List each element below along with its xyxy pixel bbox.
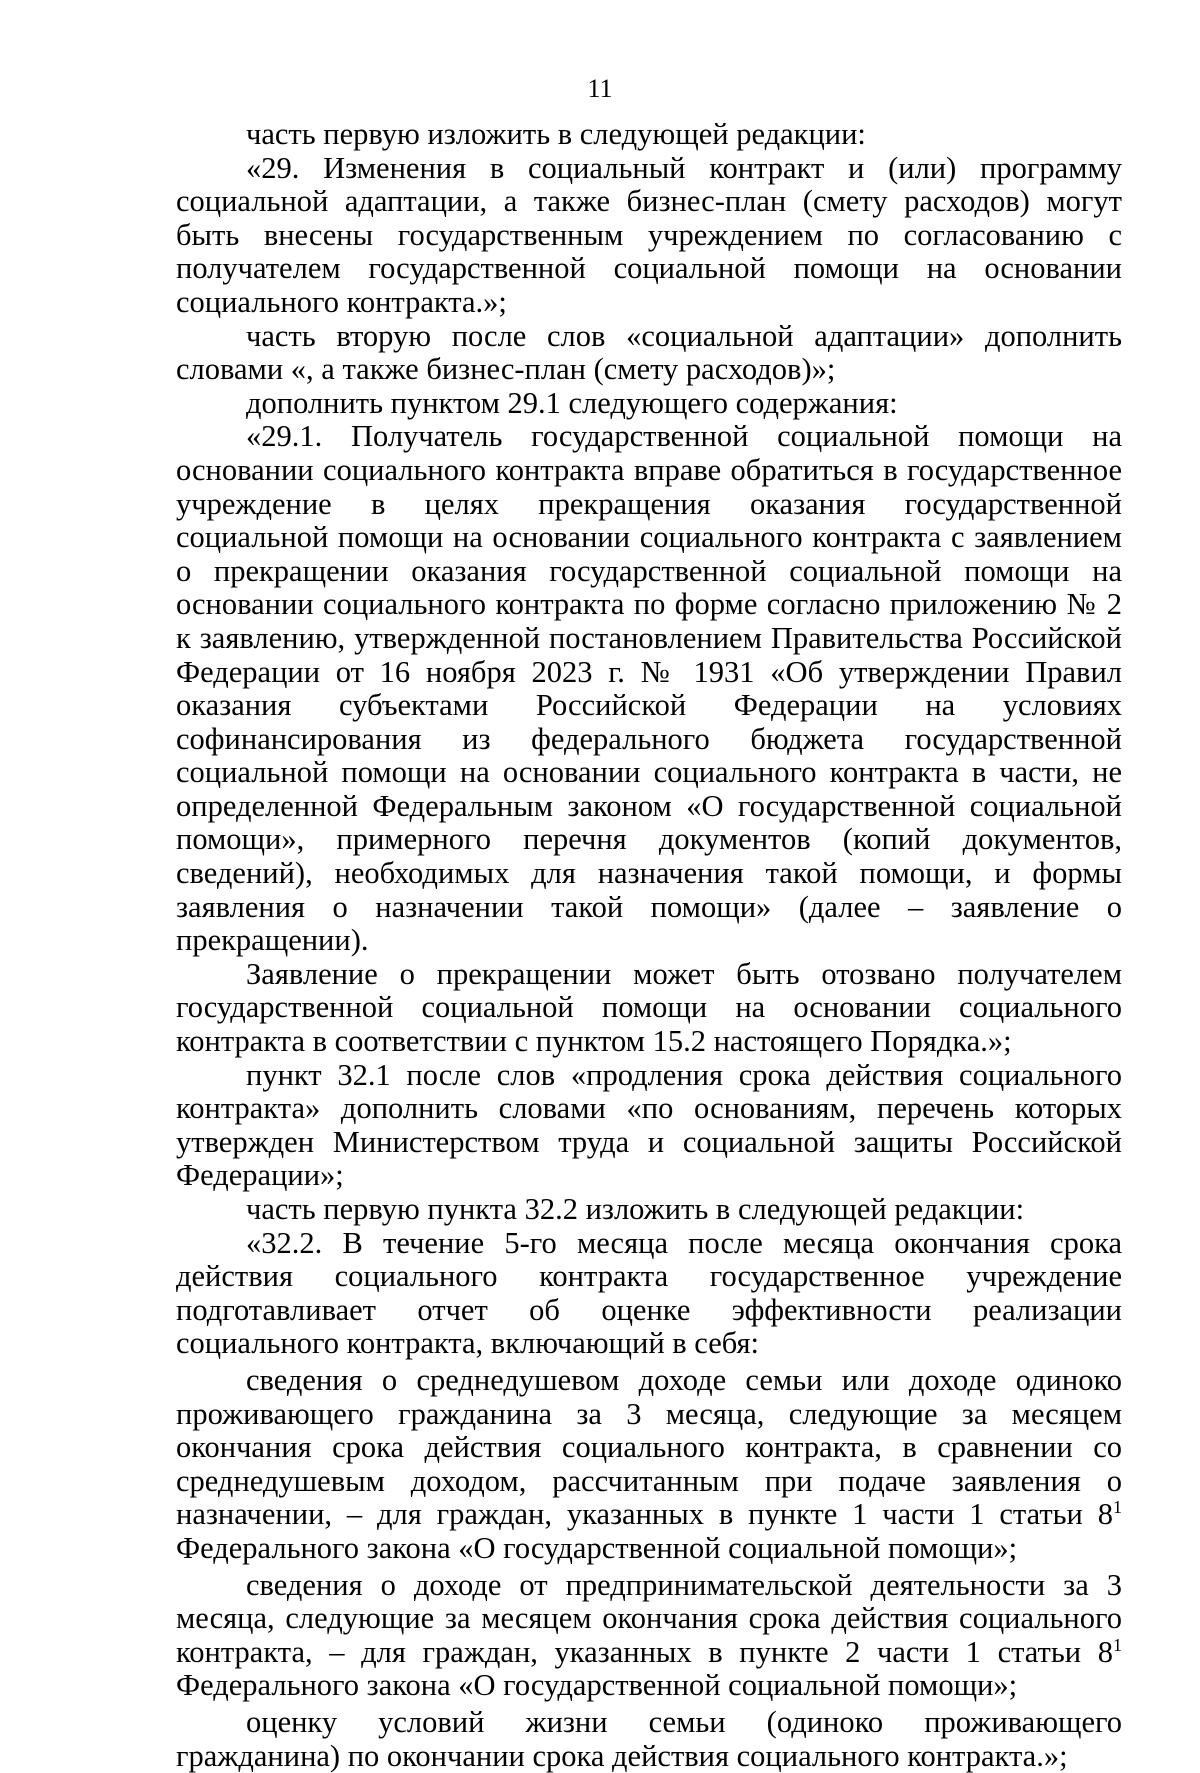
paragraph-10-text-after: Федерального закона «О государственной социальной помощи»; [176,1530,1018,1565]
document-body [176,118,1122,1773]
paragraph-10-text-before: сведения о среднедушевом доходе семьи или доходе одиноко проживающего гражданина за 3 месяца, следующие за месяцем окончания срока действия социального контракта, в сравнении со среднедушевым доходом, рассчитанным при подаче заявления о назначении, – для граждан, указанных в пункте 1 части 1 статьи 8 [176,1362,1122,1532]
paragraph-8: часть первую пункта 32.2 изложить в следующей редакции: [246,1192,1025,1226]
paragraph-7: пункт 32.1 после слов «продления срока действия социального контракта» дополнить словами «по основаниям, перечень которых утвержден Министерством труда и социальной защиты Российской Федерации»; [176,1057,1122,1193]
paragraph-6: Заявление о прекращении может быть отозвано получателем государственной социальной помощи на основании социального контракта в соответствии с пунктом 15.2 настоящего Порядка.»; [176,956,1122,1059]
paragraph-9: «32.2. В течение 5-го месяца после месяца окончания срока действия социального контракта государственное учреждение подготавливает отчет об оценке эффективности реализации социального контракта, включающий в себя: [176,1225,1122,1361]
paragraph-10 [176,1364,1122,1566]
paragraph-11-text-after: Федерального закона «О государственной социальной помощи»; [176,1668,1018,1703]
paragraph-4: дополнить пунктом 29.1 следующего содержания: [246,385,898,420]
paragraph-2: «29. Изменения в социальный контракт и (или) программу социальной адаптации, а также бизнес-план (смету расходов) могут быть внесены государственным учреждением по согласованию с получателем государственной социальной помощи на основании социального контракта.»; [176,150,1122,319]
paragraph-10-superscript: 1 [1113,1497,1122,1518]
paragraph-11-superscript: 1 [1113,1634,1122,1655]
paragraph-11-text-before: сведения о доходе от предпринимательской деятельности за 3 месяца, следующие за месяцем окончания срока действия социального контракта, – для граждан, указанных в пункте 2 части 1 статьи 8 [176,1567,1122,1669]
paragraph-3: часть вторую после слов «социальной адаптации» дополнить словами «, а также бизнес-план (смету расходов)»; [176,318,1122,387]
paragraph-1: часть первую изложить в следующей редакции: [246,117,866,151]
paragraph-12: оценку условий жизни семьи (одиноко проживающего гражданина) по окончании срока действия социального контракта.»; [176,1704,1122,1773]
paragraph-5: «29.1. Получатель государственной социальной помощи на основании социального контракта вправе обратиться в государственное учреждение в целях прекращения оказания государственной социальной помощи на основании социального контракта с заявлением о прекращении оказания государственной социальной помощи на основании социального контракта по форме согласно приложению № 2 к заявлению, утвержденной постановлением Правительства Российской Федерации от 16 ноября 2023 г. № 1931 «Об утверждении Правил оказания субъектами Российской Федерации на условиях софинансирования из федерального бюджета государственной социальной помощи на основании социального контракта в части, не определенной Федеральным законом «О государственной социальной помощи», примерного перечня документов (копий документов, сведений), необходимых для назначения такой помощи, и формы заявления о назначении такой помощи» (далее – заявление о прекращении). [176,419,1122,958]
page-number: 11 [587,74,613,103]
paragraph-11 [176,1569,1122,1703]
